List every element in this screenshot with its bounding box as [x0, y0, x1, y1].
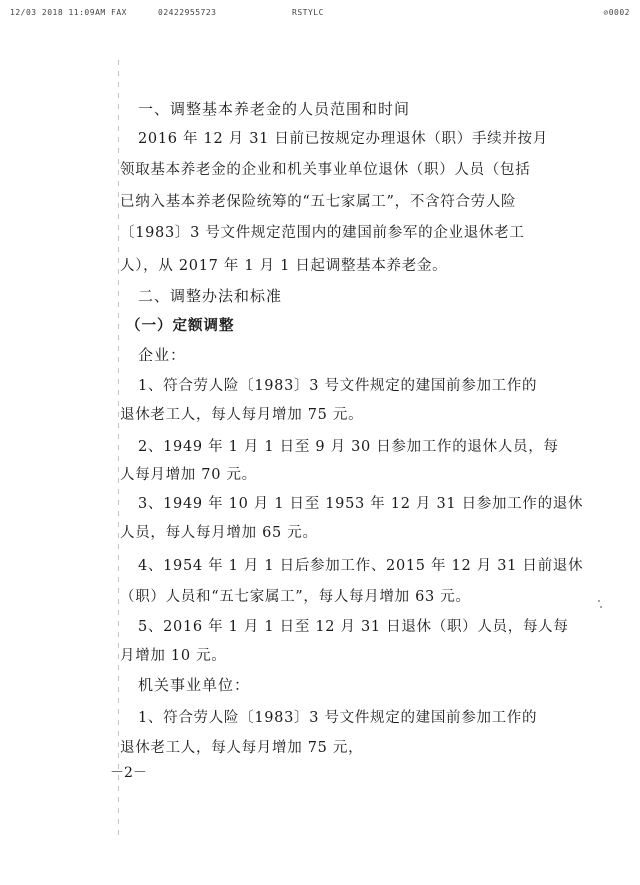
enterprise-item: 2、1949 年 1 月 1 日至 9 月 30 日参加工作的退休人员，每 — [138, 439, 559, 455]
page-number: －2－ — [110, 765, 147, 781]
scan-speck — [600, 606, 602, 608]
fax-number: 02422955723 — [158, 8, 217, 17]
section1-line: 2016 年 12 月 31 日前已按规定办理退休（职）手续并按月 — [138, 131, 548, 147]
scan-speck — [598, 600, 600, 602]
institution-item: 退休老工人，每人每月增加 75 元， — [120, 740, 364, 756]
enterprise-item: 人员，每人每月增加 65 元。 — [120, 525, 318, 541]
fax-timestamp: 12/03 2018 11:09AM FAX — [10, 8, 127, 17]
enterprise-item: 月增加 10 元。 — [120, 648, 227, 664]
enterprise-item: 人每月增加 70 元。 — [120, 467, 257, 483]
fax-page-icon: ⊘ — [603, 8, 609, 17]
section2-heading: 二、调整办法和标准 — [138, 287, 283, 305]
binding-line — [118, 60, 119, 840]
fax-station: RSTYLC — [292, 8, 324, 17]
enterprise-item: 退休老工人，每人每月增加 75 元。 — [120, 407, 364, 423]
enterprise-label: 企业： — [138, 346, 187, 364]
section1-line: 领取基本养老金的企业和机关事业单位退休（职）人员（包括 — [120, 162, 531, 178]
enterprise-item: 5、2016 年 1 月 1 日至 12 月 31 日退休（职）人员，每人每 — [138, 619, 569, 635]
institution-item: 1、符合劳人险〔1983〕3 号文件规定的建国前参加工作的 — [138, 710, 538, 726]
enterprise-item: 1、符合劳人险〔1983〕3 号文件规定的建国前参加工作的 — [138, 378, 538, 394]
fax-header — [10, 8, 630, 22]
section1-heading: 一、调整基本养老金的人员范围和时间 — [138, 100, 411, 118]
subsection1-heading: （一）定额调整 — [126, 318, 235, 334]
section1-line: 人），从 2017 年 1 月 1 日起调整基本养老金。 — [120, 258, 448, 274]
institution-label: 机关事业单位： — [138, 676, 251, 694]
section1-line: 〔1983〕3 号文件规定范围内的建国前参军的企业退休老工 — [120, 225, 525, 241]
enterprise-item: 4、1954 年 1 月 1 日后参加工作、2015 年 12 月 31 日前退休 — [138, 558, 584, 574]
fax-page-code: ⊘0002 — [603, 8, 630, 17]
enterprise-item: 3、1949 年 10 月 1 日至 1953 年 12 月 31 日参加工作的退休 — [138, 496, 584, 512]
enterprise-item: （职）人员和“五七家属工”，每人每月增加 63 元。 — [120, 589, 471, 605]
section1-line: 已纳入基本养老保险统筹的“五七家属工”，不含符合劳人险 — [120, 194, 517, 210]
